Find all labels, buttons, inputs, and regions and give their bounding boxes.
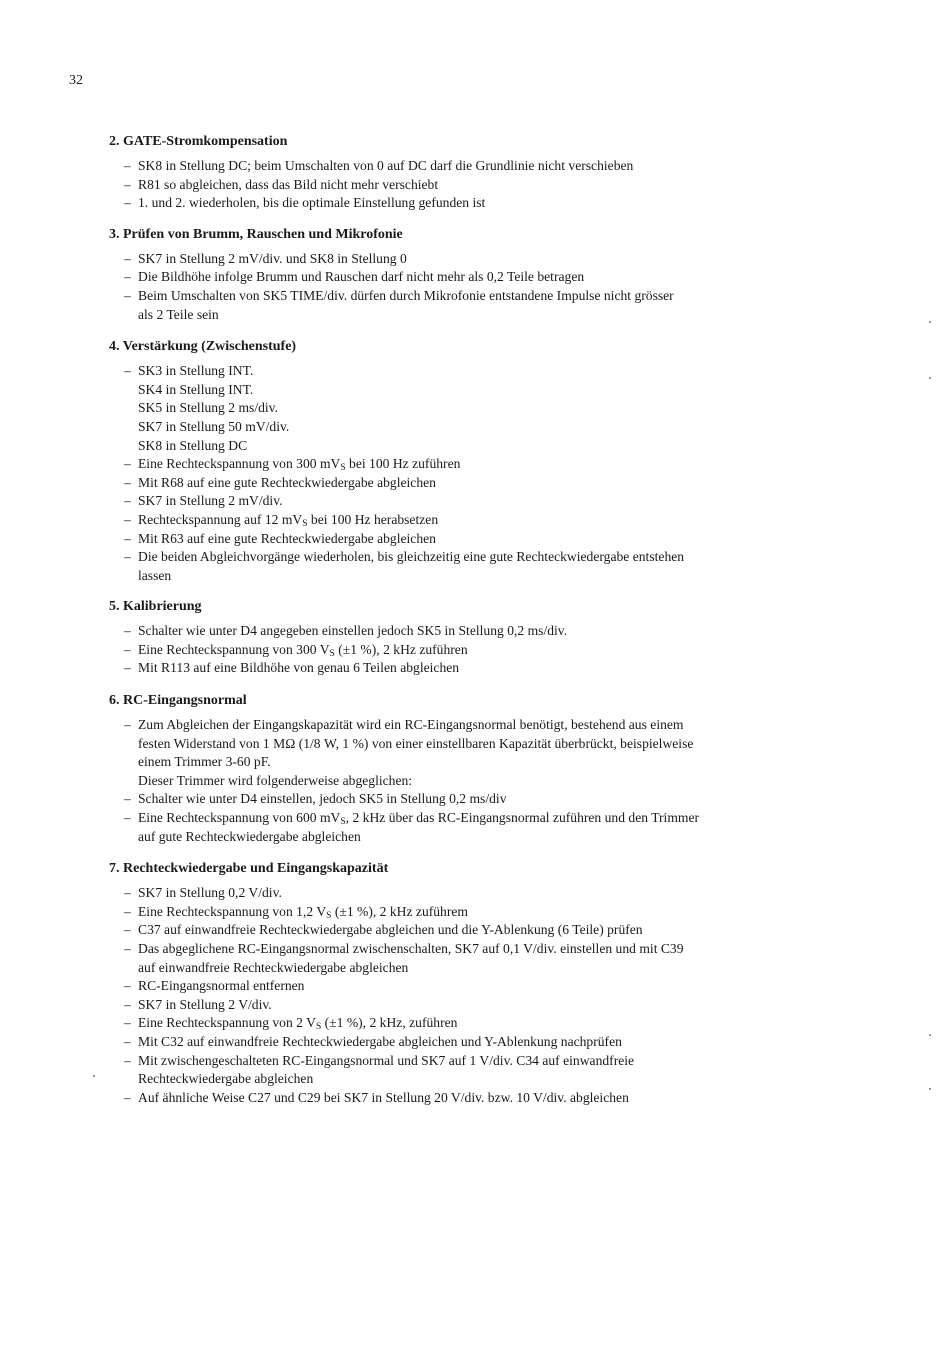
- section: [109, 226, 829, 324]
- instruction-item: [109, 530, 829, 549]
- subscript-s: S: [329, 648, 335, 659]
- subscript-s: S: [326, 910, 332, 921]
- dash-bullet: –: [124, 791, 131, 807]
- instruction-line: Schalter wie unter D4 einstellen, jedoch SK5 in Stellung 0,2 ms/div: [138, 791, 507, 807]
- instruction-line: 1. und 2. wiederholen, bis die optimale Einstellung gefunden ist: [138, 195, 486, 211]
- instruction-line: festen Widerstand von 1 MΩ (1/8 W, 1 %) von einer einstellbaren Kapazität überbrückt, beispielweise: [138, 735, 694, 751]
- instruction-line: Rechteckwiedergabe abgleichen: [138, 1071, 314, 1087]
- dash-bullet: –: [124, 978, 131, 994]
- dash-bullet: –: [124, 641, 131, 657]
- instruction-item: [109, 884, 829, 903]
- instruction-item: [109, 1033, 829, 1052]
- instruction-line: Eine Rechteckspannung von 1,2 $V_S$ (±1 %), 2 kHz zuführem: [138, 903, 468, 921]
- section: [109, 692, 829, 846]
- dash-bullet: –: [124, 250, 131, 266]
- instruction-item: [109, 996, 829, 1015]
- instruction-line: Eine Rechteckspannung von 300 $V_S$ (±1 %), 2 kHz zuführen: [138, 641, 468, 659]
- section-title: 3. Prüfen von Brumm, Rauschen und Mikrofonie: [109, 226, 403, 242]
- dash-bullet: –: [124, 269, 131, 285]
- instruction-line: SK7 in Stellung 2 mV/div. und SK8 in Stellung 0: [138, 250, 407, 266]
- instruction-line: Die beiden Abgleichvorgänge wiederholen, bis gleichzeitig eine gute Rechteckwiedergabe entstehen: [138, 549, 685, 565]
- dash-bullet: –: [124, 903, 131, 919]
- subscript-s: S: [340, 463, 346, 474]
- document-body: [109, 133, 829, 1107]
- instruction-list: [109, 362, 829, 585]
- section-title: 2. GATE-Stromkompensation: [109, 134, 288, 149]
- instruction-line: auf gute Rechteckwiedergabe abgleichen: [138, 828, 361, 844]
- instruction-line: auf einwandfreie Rechteckwiedergabe abgleichen: [138, 959, 409, 975]
- section-title: 4. Verstärkung (Zwischenstufe): [109, 339, 297, 355]
- page-number: 32: [69, 73, 83, 88]
- instruction-line: Beim Umschalten von SK5 TIME/div. dürfen durch Mikrofonie entstandene Impulse nicht grösser: [138, 287, 674, 303]
- instruction-line: Auf ähnliche Weise C27 und C29 bei SK7 in Stellung 20 V/div. bzw. 10 V/div. abgleichen: [138, 1089, 629, 1105]
- instruction-item: [109, 1052, 829, 1089]
- dash-bullet: –: [124, 996, 131, 1012]
- dash-bullet: –: [124, 530, 131, 546]
- scan-speck: [929, 1088, 931, 1090]
- instruction-item: [109, 659, 829, 678]
- instruction-item: [109, 622, 829, 641]
- scan-speck: [93, 1075, 95, 1077]
- instruction-line: Mit R113 auf eine Bildhöhe von genau 6 Teilen abgleichen: [138, 660, 460, 676]
- instruction-line: Mit R68 auf eine gute Rechteckwiedergabe abgleichen: [138, 474, 436, 490]
- subscript-s: S: [340, 816, 346, 827]
- dash-bullet: –: [124, 195, 131, 211]
- scan-speck: [929, 377, 931, 379]
- instruction-line: C37 auf einwandfreie Rechteckwiedergabe abgleichen und die Y-Ablenkung (6 Teile) prüfen: [138, 922, 643, 938]
- dash-bullet: –: [124, 511, 131, 527]
- instruction-line: RC-Eingangsnormal entfernen: [138, 978, 305, 994]
- dash-bullet: –: [124, 549, 131, 565]
- dash-bullet: –: [124, 1052, 131, 1068]
- dash-bullet: –: [124, 363, 131, 379]
- instruction-item: [109, 641, 829, 660]
- instruction-list: [109, 250, 829, 324]
- subscript-s: S: [315, 1022, 322, 1033]
- instruction-line: SK8 in Stellung DC: [138, 437, 248, 453]
- instruction-item: [109, 940, 829, 977]
- instruction-item: [109, 903, 829, 922]
- instruction-list: [109, 622, 829, 678]
- dash-bullet: –: [124, 287, 131, 303]
- instruction-line: lassen: [138, 567, 172, 583]
- instruction-line: einem Trimmer 3-60 pF.: [138, 754, 271, 770]
- dash-bullet: –: [124, 474, 131, 490]
- dash-bullet: –: [124, 623, 131, 639]
- section: [109, 860, 829, 1107]
- instruction-item: [109, 809, 829, 846]
- instruction-item: [109, 157, 829, 176]
- scan-speck: [929, 321, 931, 323]
- instruction-line: Die Bildhöhe infolge Brumm und Rauschen darf nicht mehr als 0,2 Teile betragen: [138, 269, 585, 285]
- subscript-s: S: [302, 518, 308, 529]
- instruction-line: Zum Abgleichen der Eingangskapazität wird ein RC-Eingangsnormal benötigt, bestehend aus einem: [138, 717, 684, 733]
- dash-bullet: –: [124, 941, 131, 956]
- instruction-item: [109, 716, 829, 790]
- dash-bullet: –: [124, 1033, 131, 1049]
- instruction-line: Mit zwischengeschalteten RC-Eingangsnormal und SK7 auf 1 V/div. C34 auf einwandfreie: [138, 1052, 635, 1068]
- dash-bullet: –: [124, 1089, 131, 1105]
- instruction-item: [109, 977, 829, 996]
- instruction-item: [109, 194, 829, 213]
- instruction-item: [109, 474, 829, 493]
- instruction-item: [109, 511, 829, 530]
- dash-bullet: –: [124, 158, 131, 173]
- instruction-item: [109, 1014, 829, 1033]
- instruction-list: [109, 884, 829, 1107]
- section: [109, 338, 829, 585]
- dash-bullet: –: [124, 1015, 131, 1031]
- instruction-line: als 2 Teile sein: [138, 306, 219, 322]
- instruction-line: SK7 in Stellung 2 mV/div.: [138, 493, 283, 509]
- instruction-line: R81 so abgleichen, dass das Bild nicht mehr verschiebt: [138, 176, 439, 192]
- instruction-item: [109, 250, 829, 269]
- instruction-item: [109, 921, 829, 940]
- instruction-line: SK4 in Stellung INT.: [138, 381, 254, 397]
- instruction-item: [109, 548, 829, 585]
- instruction-line: SK3 in Stellung INT.: [138, 363, 254, 379]
- section-title: 7. Rechteckwiedergabe und Eingangskapazität: [109, 861, 389, 877]
- scan-speck: [929, 1034, 931, 1036]
- instruction-item: [109, 790, 829, 809]
- instruction-line: Mit R63 auf eine gute Rechteckwiedergabe abgleichen: [138, 530, 436, 546]
- instruction-list: [109, 157, 829, 213]
- instruction-line: SK7 in Stellung 50 mV/div.: [138, 418, 290, 434]
- instruction-item: [109, 362, 829, 455]
- instruction-line: SK7 in Stellung 2 V/div.: [138, 996, 272, 1012]
- dash-bullet: –: [124, 922, 131, 938]
- instruction-list: [109, 716, 829, 846]
- instruction-line: SK8 in Stellung DC; beim Umschalten von 0 auf DC darf die Grundlinie nicht verschieben: [138, 158, 634, 173]
- instruction-item: [109, 287, 829, 324]
- instruction-item: [109, 455, 829, 474]
- section-title: 6. RC-Eingangsnormal: [109, 693, 247, 709]
- instruction-line: Rechteckspannung auf 12 $mV_S$ bei 100 Hz herabsetzen: [138, 511, 439, 529]
- instruction-line: Eine Rechteckspannung von 600 $mV_S$, 2 kHz über das RC-Eingangsnormal zuführen und den Trimmer: [138, 810, 700, 827]
- section-title: 5. Kalibrierung: [109, 599, 202, 615]
- instruction-line: Eine Rechteckspannung von 2 $V_S$ (±1 %), 2 kHz, zuführen: [138, 1015, 458, 1033]
- dash-bullet: –: [124, 660, 131, 676]
- instruction-item: [109, 176, 829, 195]
- dash-bullet: –: [124, 810, 131, 826]
- instruction-item: [109, 268, 829, 287]
- dash-bullet: –: [124, 885, 131, 901]
- section: [109, 133, 829, 213]
- instruction-line: Eine Rechteckspannung von 300 $mV_S$ bei 100 Hz zuführen: [138, 456, 461, 474]
- dash-bullet: –: [124, 176, 131, 192]
- instruction-line: Dieser Trimmer wird folgenderweise abgeglichen:: [138, 772, 413, 788]
- dash-bullet: –: [124, 493, 131, 509]
- instruction-line: SK7 in Stellung 0,2 V/div.: [138, 885, 282, 901]
- instruction-line: Schalter wie unter D4 angegeben einstellen jedoch SK5 in Stellung 0,2 ms/div.: [138, 623, 568, 639]
- dash-bullet: –: [124, 717, 131, 733]
- section: [109, 598, 829, 678]
- instruction-line: Das abgeglichene RC-Eingangsnormal zwischenschalten, SK7 auf 0,1 V/div. einstellen und mit C39: [138, 941, 684, 956]
- instruction-line: SK5 in Stellung 2 ms/div.: [138, 400, 278, 416]
- instruction-item: [109, 492, 829, 511]
- dash-bullet: –: [124, 456, 131, 472]
- instruction-item: [109, 1089, 829, 1108]
- instruction-line: Mit C32 auf einwandfreie Rechteckwiedergabe abgleichen und Y-Ablenkung nachprüfen: [138, 1033, 622, 1049]
